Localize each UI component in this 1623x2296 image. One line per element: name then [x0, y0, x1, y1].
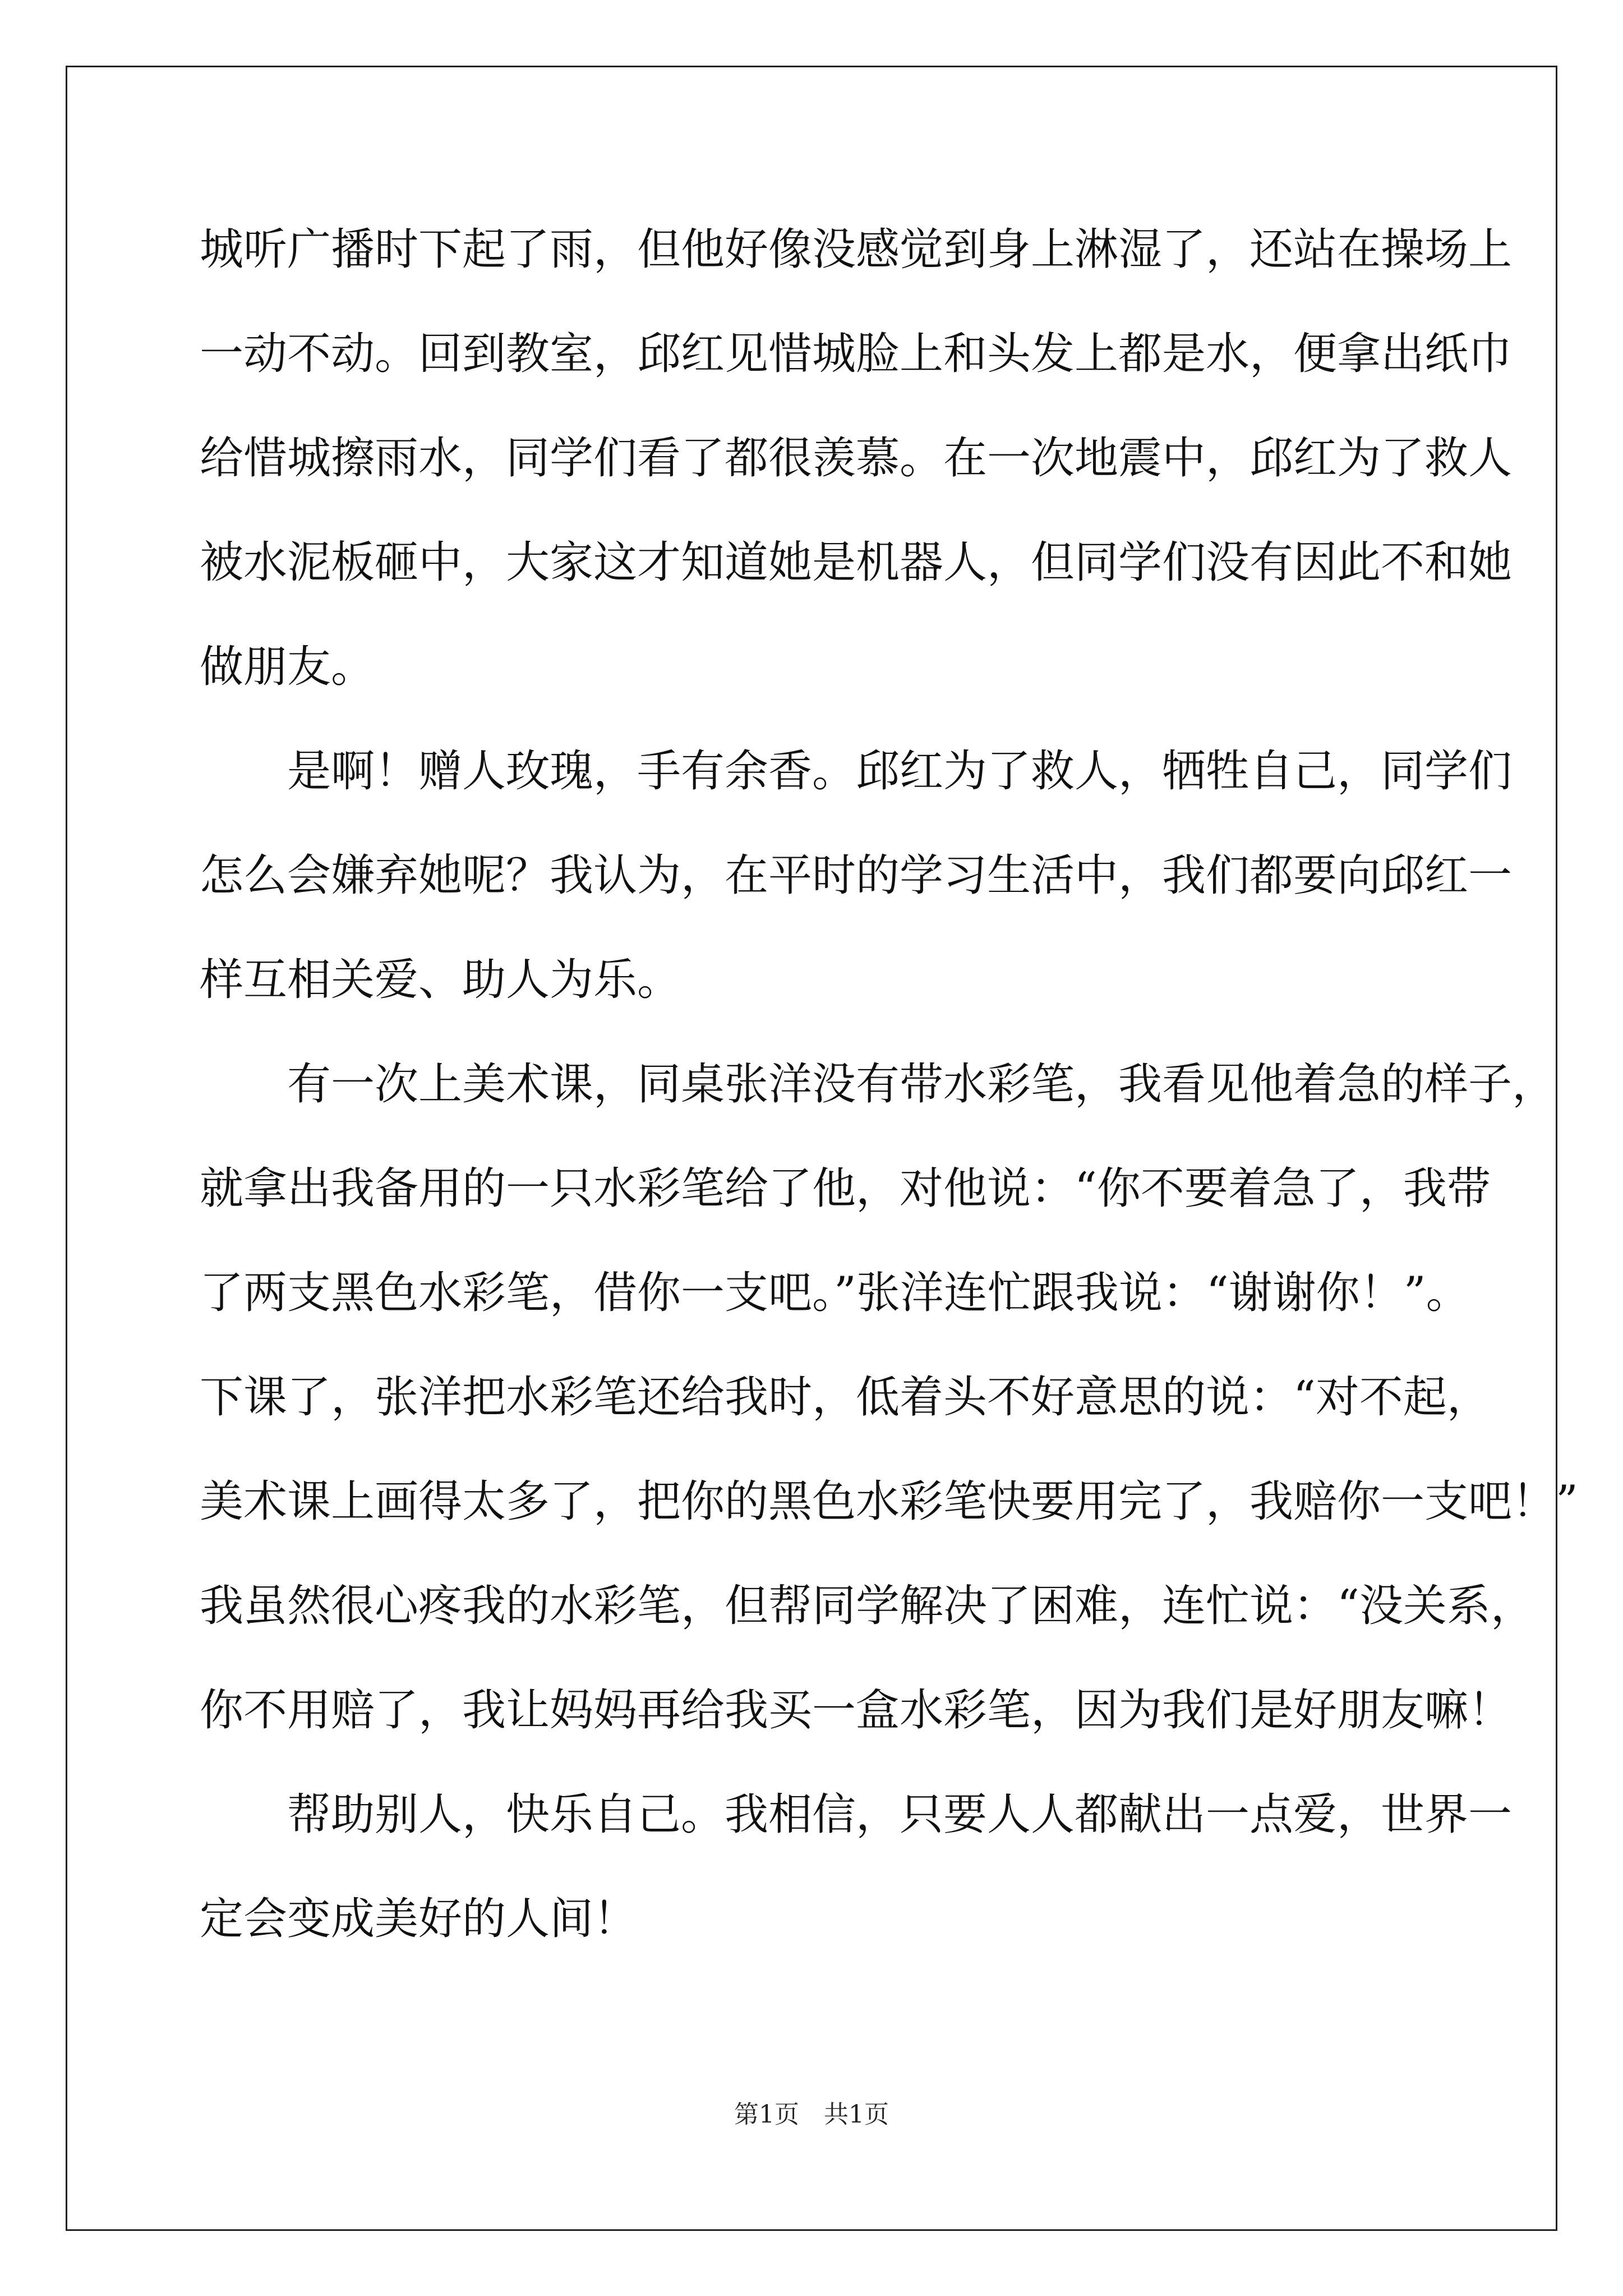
text-line: 样互相关爱、助人为乐。 [200, 955, 681, 1005]
text-line: 是啊！赠人玫瑰，手有余香。邱红为了救人，牺牲自己，同学们 [287, 746, 1513, 797]
text-line: 城听广播时下起了雨，但他好像没感觉到身上淋湿了，还站在操场上 [200, 224, 1513, 275]
text-line: 了两支黑色水彩笔，借你一支吧。”张洋连忙跟我说：“谢谢你！”。 [200, 1268, 1470, 1318]
text-line: 美术课上画得太多了，把你的黑色水彩笔快要用完了，我赔你一支吧！” [200, 1476, 1578, 1527]
text-line: 我虽然很心疼我的水彩笔，但帮同学解决了困难，连忙说：“没关系， [200, 1581, 1534, 1631]
page-number: 第1页 共1页 [734, 2100, 889, 2129]
text-line: 下课了，张洋把水彩笔还给我时，低着头不好意思的说：“对不起， [200, 1372, 1491, 1423]
text-line: 做朋友。 [200, 642, 375, 692]
text-line: 你不用赔了，我让妈妈再给我买一盒水彩笔，因为我们是好朋友嘛！ [200, 1685, 1513, 1736]
text-line: 有一次上美术课，同桌张洋没有带水彩笔，我看见他着急的样子， [287, 1059, 1556, 1110]
text-line: 就拿出我备用的一只水彩笔给了他，对他说：“你不要着急了，我带 [200, 1163, 1491, 1214]
text-line: 怎么会嫌弃她呢？我认为，在平时的学习生活中，我们都要向邱红一 [200, 850, 1513, 901]
text-line: 帮助别人，快乐自己。我相信，只要人人都献出一点爱，世界一 [287, 1789, 1513, 1840]
text-line: 一动不动。回到教室，邱红见惜城脸上和头发上都是水，便拿出纸巾 [200, 329, 1513, 379]
text-line: 定会变成美好的人间！ [200, 1894, 638, 1944]
text-line: 被水泥板砸中，大家这才知道她是机器人，但同学们没有因此不和她 [200, 537, 1513, 588]
text-line: 给惜城擦雨水，同学们看了都很羡慕。在一次地震中，邱红为了救人 [200, 433, 1513, 484]
